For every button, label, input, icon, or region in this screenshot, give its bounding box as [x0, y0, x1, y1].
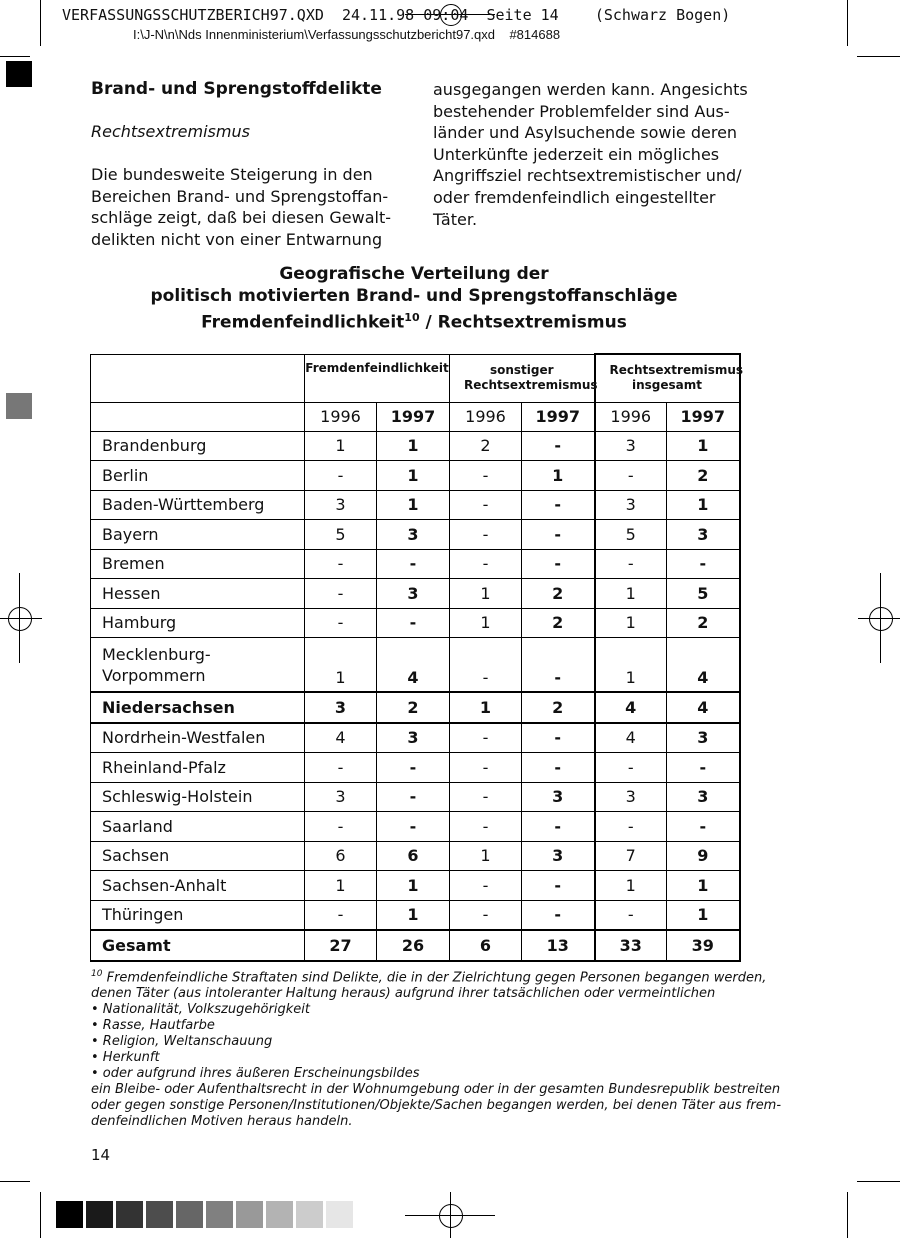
year-header: 1996	[595, 402, 667, 431]
value-cell: -	[377, 782, 450, 812]
value-cell: 1	[450, 608, 522, 638]
color-swatch	[176, 1201, 203, 1228]
table-row	[91, 753, 740, 783]
year-header: 1996	[450, 402, 522, 431]
body-line: schläge zeigt, daß bei diesen Gewalt-	[91, 208, 392, 228]
table-row	[91, 692, 740, 723]
value-cell: -	[450, 723, 522, 753]
value-cell: 3	[377, 723, 450, 753]
table-row	[91, 871, 740, 901]
footnote-marker: 10	[91, 969, 103, 979]
footnote-line: oder gegen sonstige Personen/Institutionen/Objekte/Sachen begangen werden, bei denen Täter aus frem-	[91, 1098, 782, 1114]
table-row	[91, 579, 740, 609]
value-cell: 1	[305, 871, 377, 901]
value-cell: 3	[595, 490, 667, 520]
column-group-header: Fremdenfeindlichkeit	[305, 354, 450, 402]
table-title	[90, 264, 738, 334]
land-cell: Niedersachsen	[91, 692, 305, 723]
year-header: 1996	[305, 402, 377, 431]
value-cell: -	[450, 549, 522, 579]
value-cell: 6	[305, 841, 377, 871]
color-swatch	[206, 1201, 233, 1228]
land-cell: Hamburg	[91, 608, 305, 638]
value-cell: -	[522, 900, 595, 930]
value-cell: -	[305, 579, 377, 609]
value-cell: 1	[305, 638, 377, 693]
value-cell: 33	[595, 930, 667, 961]
value-cell: -	[595, 753, 667, 783]
table-row	[91, 930, 740, 961]
value-cell: 5	[595, 520, 667, 550]
table-row	[91, 520, 740, 550]
table-title-part: Fremdenfeindlichkeit	[201, 312, 405, 333]
color-swatch	[236, 1201, 263, 1228]
value-cell: 1	[450, 692, 522, 723]
land-cell	[91, 638, 305, 693]
value-cell: 3	[377, 520, 450, 550]
color-swatch	[86, 1201, 113, 1228]
footnote-ref: 10	[404, 311, 420, 324]
table-row	[91, 461, 740, 491]
color-swatch	[296, 1201, 323, 1228]
value-cell: 3	[595, 782, 667, 812]
table-row	[91, 782, 740, 812]
table-row	[91, 841, 740, 871]
crop-mark	[0, 1181, 30, 1182]
table-row	[91, 549, 740, 579]
color-swatch	[146, 1201, 173, 1228]
value-cell: -	[377, 812, 450, 842]
land-cell: Thüringen	[91, 900, 305, 930]
statistics-table	[90, 353, 744, 962]
body-line: Unterkünfte jederzeit ein mögliches	[433, 144, 720, 164]
value-cell: 1	[595, 608, 667, 638]
year-header: 1997	[377, 402, 450, 431]
value-cell: 27	[305, 930, 377, 961]
value-cell: 3	[305, 490, 377, 520]
value-cell: 1	[377, 900, 450, 930]
registration-mark-icon	[858, 618, 900, 619]
value-cell: -	[450, 812, 522, 842]
value-cell: 2	[522, 579, 595, 609]
footnote-line: denfeindlichen Motiven heraus handeln.	[91, 1114, 353, 1130]
value-cell: 2	[450, 431, 522, 461]
section-marker-square	[6, 61, 32, 87]
value-cell: -	[305, 608, 377, 638]
table-row	[91, 812, 740, 842]
color-swatch	[326, 1201, 353, 1228]
section-heading: Brand- und Sprengstoffdelikte	[91, 79, 382, 99]
table-row	[91, 431, 740, 461]
value-cell: 5	[667, 579, 740, 609]
value-cell: -	[522, 753, 595, 783]
value-cell: -	[305, 753, 377, 783]
value-cell: -	[595, 461, 667, 491]
value-cell: -	[522, 638, 595, 693]
year-header: 1997	[667, 402, 740, 431]
value-cell: 1	[305, 431, 377, 461]
value-cell: -	[522, 490, 595, 520]
value-cell: 2	[522, 608, 595, 638]
value-cell: -	[305, 812, 377, 842]
value-cell: -	[450, 490, 522, 520]
registration-mark-icon	[439, 1204, 463, 1228]
body-line: Die bundesweite Steigerung in den	[91, 165, 373, 184]
value-cell: -	[450, 520, 522, 550]
value-cell: -	[377, 753, 450, 783]
table-title-line	[90, 307, 738, 334]
value-cell: 4	[595, 692, 667, 723]
body-line: Angriffsziel rechtsextremistischer und/	[433, 166, 742, 186]
body-line: länder und Asylsuchende sowie deren	[433, 123, 738, 143]
file-path: I:\J-N\n\Nds Innenministerium\Verfassungsschutzbericht97.qxd #814688	[133, 27, 561, 42]
value-cell: 1	[377, 461, 450, 491]
color-swatch	[266, 1201, 293, 1228]
value-cell: 2	[667, 461, 740, 491]
land-cell: Sachsen-Anhalt	[91, 871, 305, 901]
column-group-header: sonstiger Rechtsextremismus	[450, 354, 595, 402]
value-cell: -	[595, 549, 667, 579]
crop-mark	[857, 1181, 900, 1182]
value-cell: 1	[522, 461, 595, 491]
body-column-right	[433, 79, 753, 230]
land-cell: Hessen	[91, 579, 305, 609]
value-cell: 4	[595, 723, 667, 753]
value-cell: 1	[450, 841, 522, 871]
value-cell: 9	[667, 841, 740, 871]
value-cell: 1	[595, 579, 667, 609]
land-cell: Schleswig-Holstein	[91, 782, 305, 812]
table-row	[91, 608, 740, 638]
footnote-line: denen Täter (aus intoleranter Haltung heraus) aufgrund ihrer tatsächlichen oder vermeintlichen	[91, 986, 716, 1002]
value-cell: 3	[305, 692, 377, 723]
table-row	[91, 490, 740, 520]
value-cell: 4	[667, 692, 740, 723]
value-cell: 3	[377, 579, 450, 609]
footnote-line	[91, 966, 767, 986]
year-header: 1997	[522, 402, 595, 431]
value-cell: 1	[450, 579, 522, 609]
value-cell: -	[305, 900, 377, 930]
value-cell: -	[377, 549, 450, 579]
value-cell: -	[595, 900, 667, 930]
value-cell: 26	[377, 930, 450, 961]
table-year-header-row	[91, 402, 740, 431]
value-cell: -	[450, 638, 522, 693]
value-cell: 2	[667, 608, 740, 638]
land-cell: Brandenburg	[91, 431, 305, 461]
value-cell: -	[667, 753, 740, 783]
value-cell: -	[667, 812, 740, 842]
land-cell: Bremen	[91, 549, 305, 579]
color-swatch	[116, 1201, 143, 1228]
value-cell: -	[522, 549, 595, 579]
value-cell: -	[522, 812, 595, 842]
table-group-header-row	[91, 354, 740, 402]
registration-mark-icon	[450, 1192, 451, 1238]
value-cell: 1	[667, 871, 740, 901]
value-cell: -	[667, 549, 740, 579]
value-cell: 3	[595, 431, 667, 461]
empty-header-cell	[91, 402, 305, 431]
section-marker-square	[6, 393, 32, 419]
body-line: delikten nicht von einer Entwarnung	[91, 229, 383, 249]
value-cell: 39	[667, 930, 740, 961]
footnote-line: ein Bleibe- oder Aufenthaltsrecht in der Wohnumgebung oder in der gesamten Bundesrepublik bestreiten	[91, 1082, 781, 1098]
value-cell: 1	[595, 871, 667, 901]
value-cell: 3	[522, 841, 595, 871]
registration-mark-icon	[8, 607, 32, 631]
land-cell: Gesamt	[91, 930, 305, 961]
value-cell: -	[522, 723, 595, 753]
footnote-line: • Rasse, Hautfarbe	[91, 1018, 215, 1034]
empty-header-cell	[91, 354, 305, 402]
crop-mark	[0, 56, 30, 57]
body-line: Täter.	[433, 209, 478, 229]
table-title-part: / Rechtsextremismus	[419, 312, 627, 333]
value-cell: 7	[595, 841, 667, 871]
value-cell: 1	[667, 900, 740, 930]
value-cell: 4	[667, 638, 740, 693]
table-title-line: Geografische Verteilung der	[279, 264, 549, 284]
value-cell: 1	[377, 431, 450, 461]
registration-mark-icon	[0, 618, 42, 619]
value-cell: 2	[522, 692, 595, 723]
value-cell: -	[450, 461, 522, 491]
color-swatch	[56, 1201, 83, 1228]
value-cell: -	[450, 900, 522, 930]
value-cell: 1	[377, 490, 450, 520]
value-cell: 6	[377, 841, 450, 871]
value-cell: -	[450, 782, 522, 812]
table-title-line: politisch motivierten Brand- und Sprengstoffanschläge	[150, 285, 678, 306]
table-row	[91, 723, 740, 753]
value-cell: -	[522, 520, 595, 550]
value-cell: 4	[377, 638, 450, 693]
value-cell: -	[305, 461, 377, 491]
value-cell: 3	[522, 782, 595, 812]
registration-mark-icon	[869, 607, 893, 631]
value-cell: 6	[450, 930, 522, 961]
body-line: Bereichen Brand- und Sprengstoffan-	[91, 186, 389, 206]
value-cell: 1	[667, 490, 740, 520]
value-cell: -	[377, 608, 450, 638]
body-line: oder fremdenfeindlich eingestellter	[433, 187, 716, 207]
page-number: 14	[91, 1146, 111, 1164]
value-cell: 13	[522, 930, 595, 961]
crop-mark	[857, 56, 900, 57]
crop-mark	[40, 0, 41, 46]
land-cell: Bayern	[91, 520, 305, 550]
crop-mark	[847, 1192, 848, 1238]
footnote-line: • Religion, Weltanschauung	[91, 1034, 273, 1050]
land-cell: Rheinland-Pfalz	[91, 753, 305, 783]
value-cell: 5	[305, 520, 377, 550]
value-cell: 1	[377, 871, 450, 901]
value-cell: 3	[667, 782, 740, 812]
footnote	[91, 966, 782, 1130]
land-cell: Saarland	[91, 812, 305, 842]
footnote-text: Fremdenfeindliche Straftaten sind Delikte, die in der Zielrichtung gegen Personen begangen werden,	[102, 970, 767, 986]
value-cell: 1	[667, 431, 740, 461]
value-cell: -	[522, 431, 595, 461]
value-cell: 3	[667, 520, 740, 550]
value-cell: -	[595, 812, 667, 842]
value-cell: -	[522, 871, 595, 901]
table-row	[91, 900, 740, 930]
value-cell: -	[305, 549, 377, 579]
value-cell: 3	[667, 723, 740, 753]
value-cell: 1	[595, 638, 667, 693]
footnote-line: • Nationalität, Volkszugehörigkeit	[91, 1002, 310, 1018]
land-cell: Nordrhein-Westfalen	[91, 723, 305, 753]
value-cell: 2	[377, 692, 450, 723]
footnote-line: • Herkunft	[91, 1050, 160, 1066]
land-cell-line: Mecklenburg-	[102, 644, 211, 664]
body-line: ausgegangen werden kann. Angesichts	[433, 80, 748, 99]
land-cell: Sachsen	[91, 841, 305, 871]
land-cell-line: Vorpommern	[102, 665, 206, 685]
column-group-header: Rechtsextremismus insgesamt	[595, 354, 740, 402]
section-subheading: Rechtsextremismus	[91, 122, 250, 141]
footnote-line: • oder aufgrund ihres äußeren Erscheinungsbildes	[91, 1066, 420, 1082]
value-cell: 4	[305, 723, 377, 753]
land-cell: Baden-Württemberg	[91, 490, 305, 520]
value-cell: -	[450, 753, 522, 783]
value-cell: -	[450, 871, 522, 901]
body-column-left	[91, 164, 391, 250]
crop-mark	[40, 1192, 41, 1238]
body-line: bestehender Problemfelder sind Aus-	[433, 101, 730, 121]
land-cell: Berlin	[91, 461, 305, 491]
slug-line: VERFASSUNGSSCHUTZBERICH97.QXD 24.11.98 09:04 Seite 14 (Schwarz Bogen)	[62, 6, 731, 24]
table-row	[91, 638, 740, 693]
crop-mark	[847, 0, 848, 46]
value-cell: 3	[305, 782, 377, 812]
